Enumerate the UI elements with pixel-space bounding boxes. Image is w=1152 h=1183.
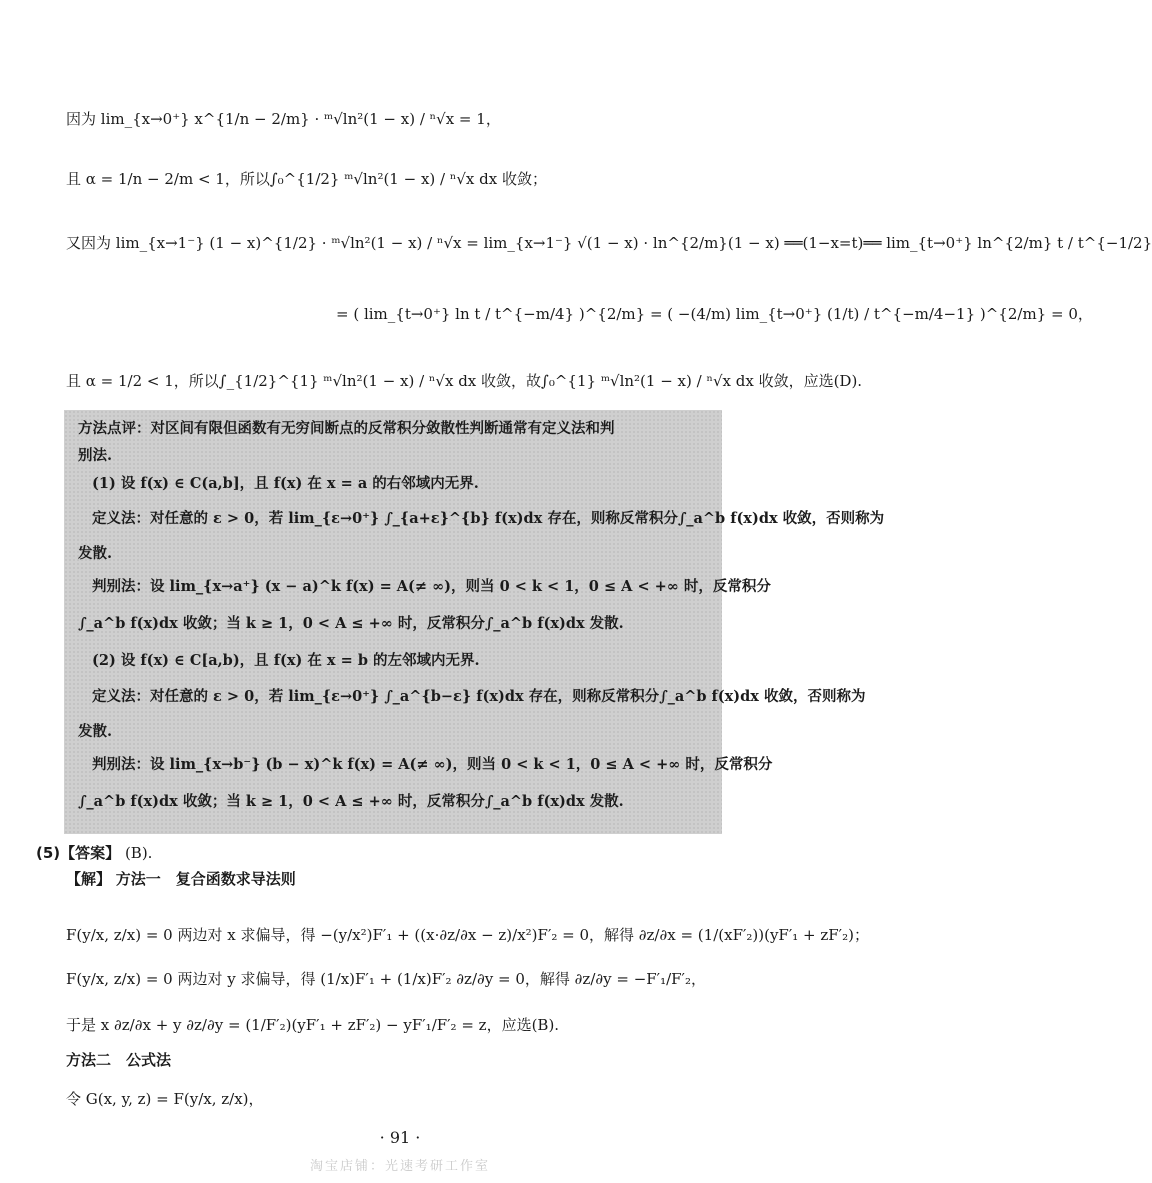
review-line: 发散. bbox=[78, 545, 113, 562]
solution-line: F(y/x, z/x) = 0 两边对 y 求偏导，得 (1/x)F′₁ + (1/x)F′₂ ∂z/∂y = 0，解得 ∂z/∂y = −F′₁/F′₂， bbox=[66, 970, 706, 988]
review-line: (1) 设 f(x) ∈ C(a,b]，且 f(x) 在 x = a 的右邻域内无界. bbox=[92, 475, 479, 492]
review-line: 发散. bbox=[78, 723, 113, 740]
review-line: (2) 设 f(x) ∈ C[a,b)，且 f(x) 在 x = b 的左邻域内无界. bbox=[92, 652, 480, 669]
solution-line: 于是 x ∂z/∂x + y ∂z/∂y = (1/F′₂)(yF′₁ + zF′₂) − yF′₁/F′₂ = z，应选(B). bbox=[66, 1016, 560, 1034]
solution-line: 令 G(x, y, z) = F(y/x, z/x)， bbox=[66, 1090, 264, 1108]
review-line: 定义法：对任意的 ε > 0，若 lim_{ε→0⁺} ∫_a^{b−ε} f(x)dx 存在，则称反常积分∫_a^b f(x)dx 收敛，否则称为 bbox=[92, 688, 866, 705]
review-line: 别法. bbox=[78, 447, 113, 464]
text-line: 又因为 lim_{x→1⁻} (1 − x)^{1/2} · ᵐ√ln²(1 − x) / ⁿ√x = lim_{x→1⁻} √(1 − x) · ln^{2/m}(1 − x) ══(1−x=t)══ lim_{t→0⁺} ln^{2/m} t / t^{−1/2} bbox=[66, 234, 1152, 252]
review-line: 定义法：对任意的 ε > 0，若 lim_{ε→0⁺} ∫_{a+ε}^{b} f(x)dx 存在，则称反常积分∫_a^b f(x)dx 收敛，否则称为 bbox=[92, 510, 885, 527]
method-one-title: 方法一 复合函数求导法则 bbox=[115, 870, 296, 888]
method-heading bbox=[66, 868, 760, 890]
review-line: ∫_a^b f(x)dx 收敛；当 k ≥ 1，0 < A ≤ +∞ 时，反常积分∫_a^b f(x)dx 发散. bbox=[78, 793, 624, 810]
method-review-box bbox=[64, 410, 885, 834]
answer-line bbox=[36, 842, 760, 864]
text-line: 且 α = 1/n − 2/m < 1，所以∫₀^{1/2} ᵐ√ln²(1 − x) / ⁿ√x dx 收敛； bbox=[66, 170, 547, 188]
method-two-label: 方法二 公式法 bbox=[66, 1051, 172, 1069]
text-line: 因为 lim_{x→0⁺} x^{1/n − 2/m} · ᵐ√ln²(1 − x) / ⁿ√x = 1， bbox=[66, 110, 501, 128]
solution-line: F(y/x, z/x) = 0 两边对 x 求偏导，得 −(y/x²)F′₁ + ((x·∂z/∂x − z)/x²)F′₂ = 0，解得 ∂z/∂x = (1/(xF′₂))(yF′₁ + zF′₂)； bbox=[66, 926, 869, 944]
answer-value: (B). bbox=[124, 844, 153, 862]
review-line: 判别法：设 lim_{x→a⁺} (x − a)^k f(x) = A(≠ ∞)，则当 0 < k < 1，0 ≤ A < +∞ 时，反常积分 bbox=[92, 578, 771, 595]
answer-label: (5)【答案】 bbox=[36, 844, 121, 862]
review-line: 判别法：设 lim_{x→b⁻} (b − x)^k f(x) = A(≠ ∞)，则当 0 < k < 1，0 ≤ A < +∞ 时，反常积分 bbox=[92, 756, 773, 773]
method-two-title bbox=[66, 1049, 760, 1071]
review-line: ∫_a^b f(x)dx 收敛；当 k ≥ 1，0 < A ≤ +∞ 时，反常积分∫_a^b f(x)dx 发散. bbox=[78, 615, 624, 632]
text-line: 且 α = 1/2 < 1，所以∫_{1/2}^{1} ᵐ√ln²(1 − x) / ⁿ√x dx 收敛，故∫₀^{1} ᵐ√ln²(1 − x) / ⁿ√x dx 收敛，应选(D). bbox=[66, 372, 863, 390]
text-line: = ( lim_{t→0⁺} ln t / t^{−m/4} )^{2/m} = ( −(4/m) lim_{t→0⁺} (1/t) / t^{−m/4−1} )^{2/m} = 0， bbox=[336, 305, 1093, 323]
page-number: · 91 · bbox=[379, 1128, 421, 1147]
solution-label: 【解】 bbox=[66, 870, 112, 888]
watermark: 淘宝店铺：光速考研工作室 bbox=[309, 1159, 490, 1174]
review-line: 方法点评：对区间有限但函数有无穷间断点的反常积分敛散性判断通常有定义法和判 bbox=[78, 420, 615, 437]
